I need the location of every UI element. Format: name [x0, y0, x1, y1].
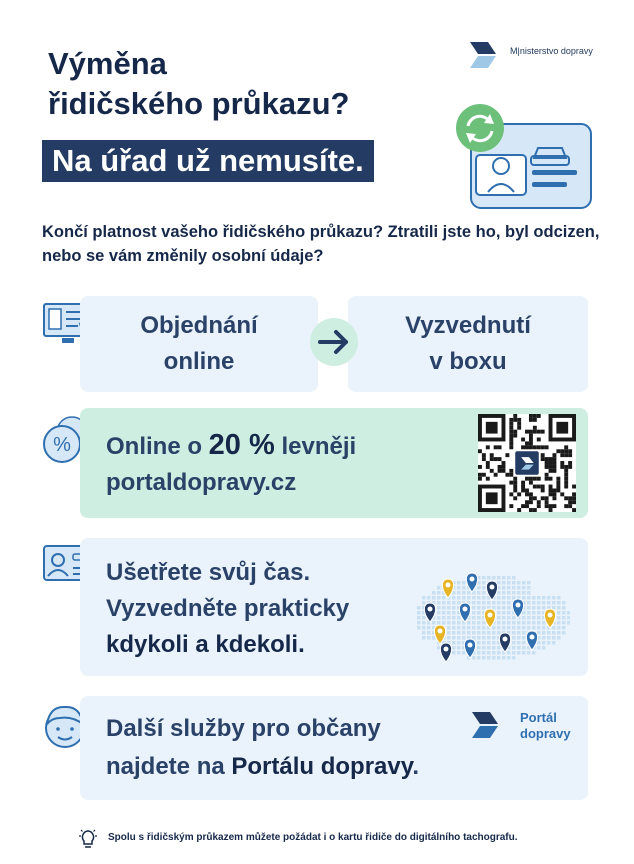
discount-line [106, 426, 356, 466]
order-online-card [80, 296, 318, 392]
footer-note: Spolu s řidičským průkazem můžete požádat i o kartu řidiče do digitálního tachografu. [108, 832, 518, 843]
time-line-2: Vyzvedněte prakticky [106, 595, 350, 622]
lightbulb-icon [78, 828, 98, 850]
pickup-box-card [348, 296, 588, 392]
portal-logo-icon [472, 710, 510, 740]
time-line-1: Ušetřete svůj čas. [106, 559, 311, 586]
ministry-logo-text: M|nisterstvo dopravy [510, 46, 593, 56]
intro-text: Končí platnost vašeho řidičského průkazu? Ztratili jste ho, byl odcizen, nebo se vám změnily osobní údaje? [42, 223, 600, 265]
order-line-1: Objednání [140, 312, 258, 339]
online-discount-card [80, 408, 588, 518]
save-time-card [80, 538, 588, 676]
time-line-3: kdykoli a kdekoli. [106, 631, 305, 658]
services-line-2 [106, 748, 419, 786]
ministry-logo [470, 40, 600, 74]
pickup-line-2: v boxu [429, 348, 507, 375]
order-line-2: online [163, 348, 235, 375]
czech-map-pins [410, 558, 570, 668]
portal-logo[interactable] [472, 710, 582, 750]
driving-license-icon [446, 100, 596, 212]
discount-prefix: Online o [106, 433, 209, 460]
services-portal-link[interactable]: Portálu dopravy [231, 753, 413, 780]
services-line-1: Další služby pro občany [106, 715, 381, 742]
pickup-line-1: Vyzvednutí [405, 312, 531, 339]
ministry-logo-icon [470, 40, 506, 70]
services-prefix: najdete na [106, 753, 232, 780]
title-line-2: řidičského průkazu? [48, 86, 350, 121]
arrow-right-icon [308, 316, 360, 368]
svg-text:%: % [53, 434, 71, 456]
headline-banner: Na úřad už nemusíte. [42, 140, 374, 182]
discount-suffix: levněji [274, 433, 357, 460]
qr-code[interactable] [478, 414, 576, 512]
title-line-1: Výměna [48, 46, 167, 81]
discount-percent: 20 % [208, 429, 275, 461]
more-services-card [80, 696, 588, 800]
portal-logo-line-2: dopravy [520, 726, 571, 741]
portal-logo-line-1: Portál [520, 710, 557, 725]
portal-url[interactable]: portaldopravy.cz [106, 469, 297, 496]
services-suffix: . [412, 753, 419, 780]
